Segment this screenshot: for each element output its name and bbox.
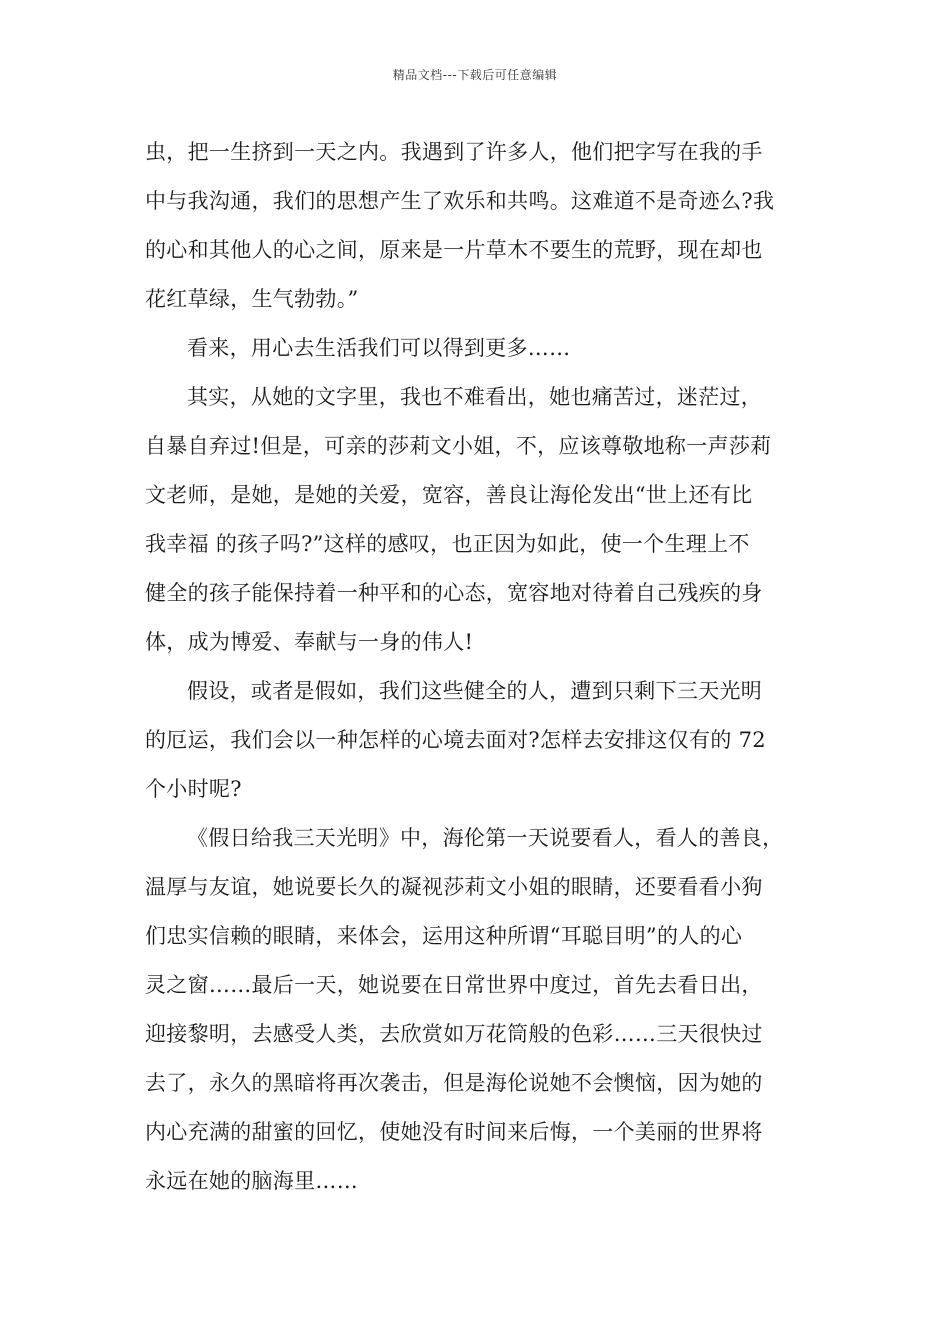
document-body — [145, 128, 805, 1206]
paragraph — [145, 324, 805, 373]
text-line: 们忠实信赖的眼睛，来体会，运用这种所谓“耳聪目明”的人的心 — [145, 924, 743, 948]
text-line: 灵之窗……最后一天，她说要在日常世界中度过，首先去看日出， — [145, 973, 763, 997]
page-header: 精品文档---下载后可任意编辑 — [392, 68, 558, 82]
text-line: 花红草绿，生气勃勃。” — [145, 287, 359, 311]
text-line: 的心和其他人的心之间，原来是一片草木不要生的荒野，现在却也 — [145, 238, 763, 262]
text-line: 体，成为博爱、奉献与一身的伟人! — [145, 630, 474, 654]
text-line: 个小时呢? — [145, 777, 242, 801]
text-line: 虫，把一生挤到一天之内。我遇到了许多人，他们把字写在我的手 — [145, 140, 763, 164]
text-line: 温厚与友谊，她说要长久的凝视莎莉文小姐的眼睛，还要看看小狗 — [145, 875, 763, 899]
text-line: 文老师，是她，是她的关爱，宽容，善良让海伦发出“世上还有比 — [145, 483, 753, 507]
text-line: 假设，或者是假如，我们这些健全的人，遭到只剩下三天光明 — [187, 679, 763, 703]
text-line: 永远在她的脑海里…… — [145, 1169, 358, 1193]
text-line: 其实，从她的文字里，我也不难看出，她也痛苦过，迷茫过， — [187, 385, 763, 409]
text-line: 去了，永久的黑暗将再次袭击，但是海伦说她不会懊恼，因为她的 — [145, 1071, 763, 1095]
text-line: 迎接黎明，去感受人类，去欣赏如万花筒般的色彩……三天很快过 — [145, 1022, 763, 1046]
text-line: 中与我沟通，我们的思想产生了欢乐和共鸣。这难道不是奇迹么?我 — [145, 189, 775, 213]
paragraph — [145, 373, 805, 667]
text-line: 的厄运，我们会以一种怎样的心境去面对?怎样去安排这仅有的 72 — [145, 728, 766, 752]
text-line: 内心充满的甜蜜的回忆，使她没有时间来后悔，一个美丽的世界将 — [145, 1120, 763, 1144]
text-line: 我幸福 的孩子吗?”这样的感叹，也正因为如此，使一个生理上不 — [145, 532, 750, 556]
text-line: 《假日给我三天光明》中，海伦第一天说要看人，看人的善良， — [187, 826, 784, 850]
text-line: 自暴自弃过!但是，可亲的莎莉文小姐，不，应该尊敬地称一声莎莉 — [145, 434, 772, 458]
paragraph — [145, 667, 805, 814]
paragraph — [145, 814, 805, 1206]
text-line: 健全的孩子能保持着一种平和的心态，宽容地对待着自己残疾的身 — [145, 581, 763, 605]
text-line: 看来，用心去生活我们可以得到更多…… — [187, 336, 571, 360]
paragraph — [145, 128, 805, 324]
